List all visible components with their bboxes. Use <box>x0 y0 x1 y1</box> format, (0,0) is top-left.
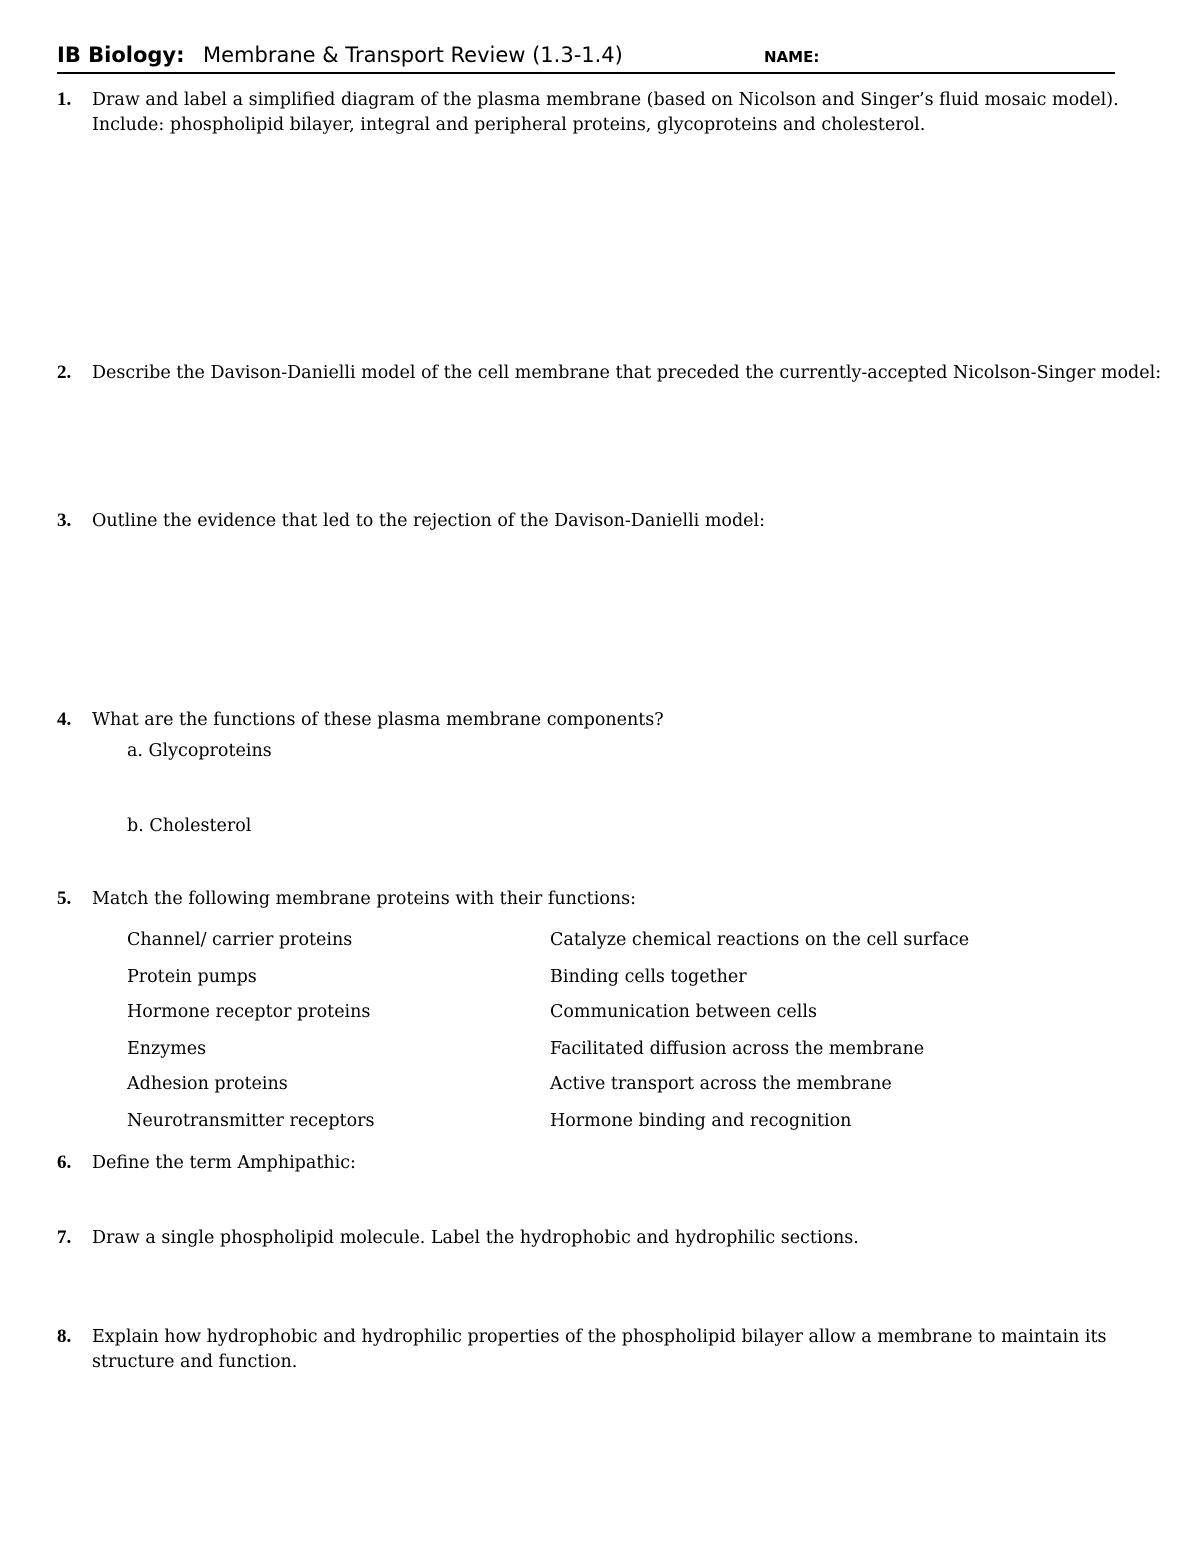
question-number: 1. <box>57 89 72 110</box>
question-number: 6. <box>57 1152 72 1173</box>
match-protein-item: Adhesion proteins <box>127 1074 288 1094</box>
question-text-line: Describe the Davison-Danielli model of the cell membrane that preceded the currently-accepted Nicolson-Singer model: <box>92 363 1162 383</box>
match-protein-item: Hormone receptor proteins <box>127 1002 371 1022</box>
match-function-item: Communication between cells <box>550 1002 817 1022</box>
question-text-line: Explain how hydrophobic and hydrophilic properties of the phospholipid bilayer allow a membrane to maintain its <box>92 1327 1107 1347</box>
question-number: 7. <box>57 1227 72 1248</box>
question-number: 3. <box>57 510 72 531</box>
question-text-line: What are the functions of these plasma membrane components? <box>92 710 664 730</box>
match-function-item: Facilitated diffusion across the membrane <box>550 1039 925 1059</box>
question-number: 5. <box>57 888 72 909</box>
course-title: IB Biology: <box>57 43 185 67</box>
question-text-line: Include: phospholipid bilayer, integral and peripheral proteins, glycoproteins and cholesterol. <box>92 115 926 135</box>
question-text-line: Match the following membrane proteins with their functions: <box>92 889 636 909</box>
match-protein-item: Channel/ carrier proteins <box>127 930 353 950</box>
match-function-item: Catalyze chemical reactions on the cell surface <box>550 930 970 950</box>
match-function-item: Active transport across the membrane <box>550 1074 892 1094</box>
question-number: 2. <box>57 362 72 383</box>
question-4-part-b: b. Cholesterol <box>127 816 252 836</box>
question-text-line: Define the term Amphipathic: <box>92 1153 356 1173</box>
question-text-line: Outline the evidence that led to the rejection of the Davison-Danielli model: <box>92 511 766 531</box>
question-text-line: Draw a single phospholipid molecule. Label the hydrophobic and hydrophilic sections. <box>92 1228 859 1248</box>
match-protein-item: Protein pumps <box>127 967 257 987</box>
match-function-item: Binding cells together <box>550 967 747 987</box>
name-field-label: NAME: <box>764 48 820 66</box>
question-number: 4. <box>57 709 72 730</box>
question-text-line: structure and function. <box>92 1352 298 1372</box>
worksheet-title: Membrane & Transport Review (1.3-1.4) <box>203 43 623 67</box>
question-4-part-a: a. Glycoproteins <box>127 741 272 761</box>
question-number: 8. <box>57 1326 72 1347</box>
question-text-line: Draw and label a simplified diagram of the plasma membrane (based on Nicolson and Singer’s fluid mosaic model). <box>92 90 1119 110</box>
worksheet-header <box>57 40 1115 74</box>
match-protein-item: Neurotransmitter receptors <box>127 1111 375 1131</box>
match-protein-item: Enzymes <box>127 1039 207 1059</box>
match-function-item: Hormone binding and recognition <box>550 1111 852 1131</box>
